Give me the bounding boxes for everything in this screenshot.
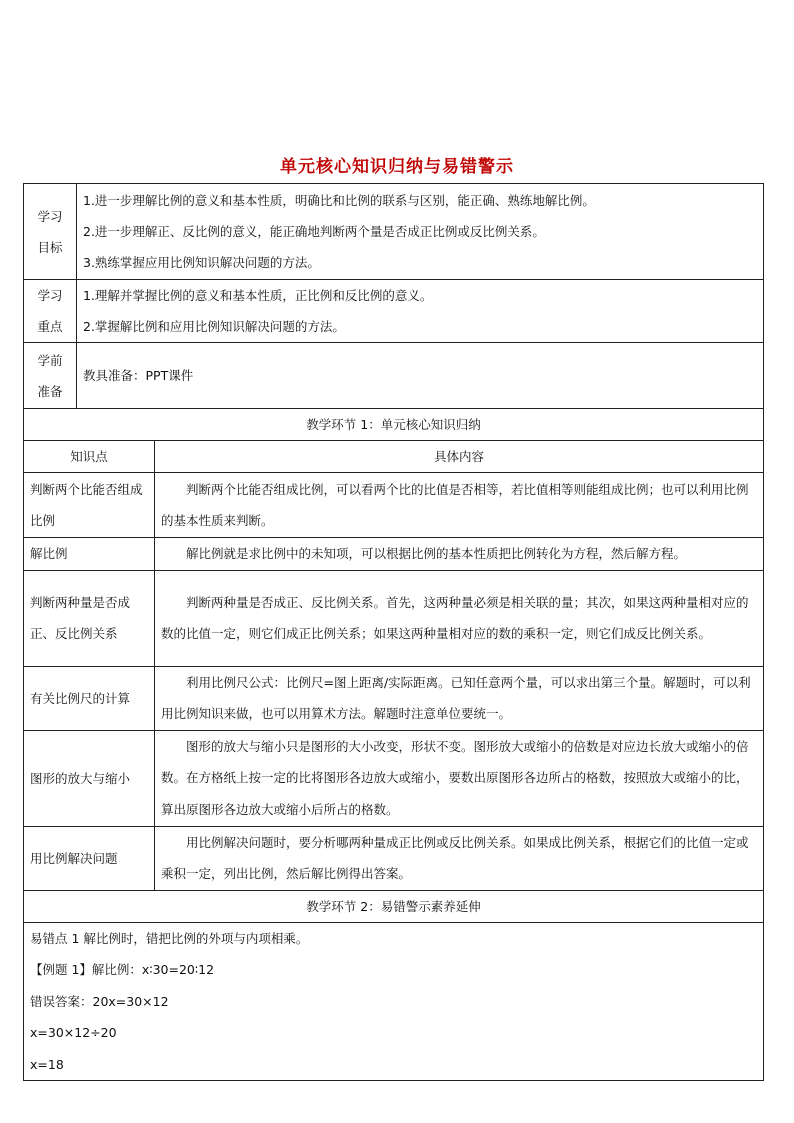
section2-body-row bbox=[24, 922, 764, 1081]
knowledge-content: 判断两个比能否组成比例，可以看两个比的比值是否相等，若比值相等则能组成比例；也可以利用比例的基本性质来判断。 bbox=[155, 473, 764, 538]
keypoint-line: 2.掌握解比例和应用比例知识解决问题的方法。 bbox=[83, 319, 345, 334]
knowledge-point: 解比例 bbox=[24, 538, 155, 571]
table-row bbox=[24, 473, 764, 538]
section1-heading: 教学环节 1：单元核心知识归纳 bbox=[24, 409, 764, 441]
goal-line: 1.进一步理解比例的意义和基本性质，明确比和比例的联系与区别，能正确、熟练地解比例。 bbox=[83, 193, 595, 208]
knowledge-point: 用比例解决问题 bbox=[24, 826, 155, 890]
preparation-line: 教具准备：PPT课件 bbox=[83, 368, 194, 383]
table-row bbox=[24, 666, 764, 730]
section1-heading-row bbox=[24, 409, 764, 441]
knowledge-content: 图形的放大与缩小只是图形的大小改变，形状不变。图形放大或缩小的倍数是对应边长放大或缩小的倍数。在方格纸上按一定的比将图形各边放大或缩小，要数出原图形各边所占的格数，按照放大或缩小的比，算出原图形各边放大或缩小后所占的格数。 bbox=[155, 730, 764, 826]
preparation-row bbox=[24, 343, 764, 409]
section2-heading: 教学环节 2：易错警示素养延伸 bbox=[24, 890, 764, 922]
section2-heading-row bbox=[24, 890, 764, 922]
lesson-table bbox=[23, 183, 764, 1081]
table-row bbox=[24, 730, 764, 826]
knowledge-point: 判断两个比能否组成比例 bbox=[24, 473, 155, 538]
preparation-label: 学前 准备 bbox=[24, 343, 77, 409]
keypoints-content bbox=[77, 280, 764, 343]
goals-content bbox=[77, 184, 764, 280]
knowledge-point: 有关比例尺的计算 bbox=[24, 666, 155, 730]
knowledge-content: 用比例解决问题时，要分析哪两种量成正比例或反比例关系。如果成比例关系，根据它们的比值一定或乘积一定，列出比例，然后解比例得出答案。 bbox=[155, 826, 764, 890]
mistake-point: 易错点 1 解比例时，错把比例的外项与内项相乘。 bbox=[30, 930, 309, 946]
wrong-answer-line: 错误答案：20x=30×12 bbox=[30, 993, 169, 1009]
goals-row bbox=[24, 184, 764, 280]
wrong-answer-line: x=18 bbox=[30, 1056, 64, 1072]
goals-label: 学习 目标 bbox=[24, 184, 77, 280]
column-header-row bbox=[24, 441, 764, 473]
section2-body bbox=[24, 922, 764, 1081]
knowledge-content: 判断两种量是否成正、反比例关系。首先，这两种量必须是相关联的量；其次，如果这两种量相对应的数的比值一定，则它们成正比例关系；如果这两种量相对应的数的乘积一定，则它们成反比例关系。 bbox=[155, 570, 764, 666]
goal-line: 2.进一步理解正、反比例的意义，能正确地判断两个量是否成正比例或反比例关系。 bbox=[83, 224, 545, 239]
example-question: 【例题 1】解比例：x∶30=20∶12 bbox=[30, 962, 215, 977]
keypoints-label: 学习 重点 bbox=[24, 280, 77, 343]
knowledge-point: 判断两种量是否成正、反比例关系 bbox=[24, 570, 155, 666]
wrong-answer-line: x=30×12÷20 bbox=[30, 1025, 117, 1040]
knowledge-content: 解比例就是求比例中的未知项，可以根据比例的基本性质把比例转化为方程，然后解方程。 bbox=[155, 538, 764, 571]
knowledge-content: 利用比例尺公式：比例尺=图上距离/实际距离。已知任意两个量，可以求出第三个量。解题时，可以利用比例知识来做，也可以用算术方法。解题时注意单位要统一。 bbox=[155, 666, 764, 730]
keypoint-line: 1.理解并掌握比例的意义和基本性质，正比例和反比例的意义。 bbox=[83, 288, 433, 303]
knowledge-point: 图形的放大与缩小 bbox=[24, 730, 155, 826]
keypoints-row bbox=[24, 280, 764, 343]
knowledge-point-header: 知识点 bbox=[24, 441, 155, 473]
page-title: 单元核心知识归纳与易错警示 bbox=[280, 157, 514, 177]
preparation-content bbox=[77, 343, 764, 409]
table-row bbox=[24, 570, 764, 666]
goal-line: 3.熟练掌握应用比例知识解决问题的方法。 bbox=[83, 255, 320, 270]
content-header: 具体内容 bbox=[155, 441, 764, 473]
table-row bbox=[24, 826, 764, 890]
table-row bbox=[24, 538, 764, 571]
